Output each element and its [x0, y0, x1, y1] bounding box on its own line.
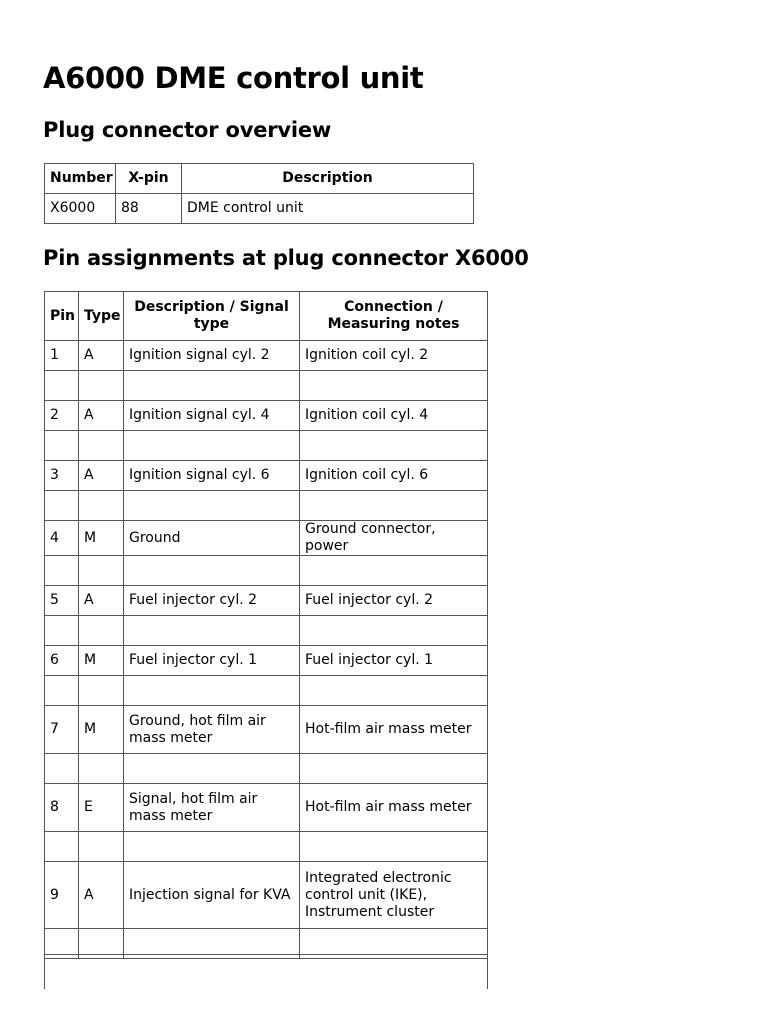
pin-assignments-heading: Pin assignments at plug connector X6000: [43, 246, 529, 270]
connection-notes-cell: Ground connector, power: [300, 521, 488, 556]
connection-notes-cell: Integrated electronic control unit (IKE), Instrument cluster: [300, 862, 488, 929]
signal-description-cell: Ground, hot film air mass meter: [124, 706, 300, 754]
table-row-spacer: [45, 832, 488, 862]
empty-cell: [79, 754, 124, 784]
table-row-spacer: [45, 431, 488, 461]
empty-cell: [45, 676, 79, 706]
pin-number-cell: 8: [45, 784, 79, 832]
table-row: [45, 784, 488, 832]
signal-description-cell: Ignition signal cyl. 4: [124, 401, 300, 431]
empty-cell: [124, 371, 300, 401]
empty-cell: [79, 556, 124, 586]
pin-number-cell: 4: [45, 521, 79, 556]
pin-type-cell: M: [79, 646, 124, 676]
column-header-type: Type: [79, 292, 124, 341]
empty-cell: [124, 832, 300, 862]
pin-type-cell: A: [79, 341, 124, 371]
overview-heading: Plug connector overview: [43, 118, 332, 142]
table-row-spacer: [45, 616, 488, 646]
pin-type-cell: A: [79, 401, 124, 431]
empty-cell: [45, 431, 79, 461]
connection-notes-cell: Fuel injector cyl. 2: [300, 586, 488, 616]
connection-notes-cell: Fuel injector cyl. 1: [300, 646, 488, 676]
pin-type-cell: M: [79, 706, 124, 754]
table-row: [45, 194, 474, 224]
description-cell: DME control unit: [182, 194, 474, 224]
connection-notes-cell: Ignition coil cyl. 6: [300, 461, 488, 491]
column-header-number: Number: [45, 164, 116, 194]
table-row-spacer: [45, 676, 488, 706]
empty-cell: [45, 832, 79, 862]
empty-cell: [300, 676, 488, 706]
signal-description-cell: Fuel injector cyl. 1: [124, 646, 300, 676]
signal-description-cell: Ignition signal cyl. 2: [124, 341, 300, 371]
empty-cell: [124, 556, 300, 586]
pin-number-cell: 1: [45, 341, 79, 371]
connection-notes-cell: Hot-film air mass meter: [300, 784, 488, 832]
table-row: [45, 461, 488, 491]
plug-connector-overview-table: [44, 163, 474, 224]
pin-type-cell: M: [79, 521, 124, 556]
empty-cell: [124, 676, 300, 706]
empty-cell: [124, 491, 300, 521]
table-row-spacer: [45, 556, 488, 586]
empty-cell: [45, 491, 79, 521]
empty-cell: [124, 616, 300, 646]
pin-number-cell: 2: [45, 401, 79, 431]
empty-cell: [124, 431, 300, 461]
table-row: [45, 586, 488, 616]
signal-description-cell: Fuel injector cyl. 2: [124, 586, 300, 616]
signal-description-cell: Ignition signal cyl. 6: [124, 461, 300, 491]
connection-notes-cell: Ignition coil cyl. 4: [300, 401, 488, 431]
table-row: [45, 862, 488, 929]
empty-cell: [79, 371, 124, 401]
empty-cell: [79, 832, 124, 862]
table-continuation: [44, 954, 488, 989]
signal-description-cell: Injection signal for KVA: [124, 862, 300, 929]
table-row-spacer: [45, 491, 488, 521]
table-row-spacer: [45, 371, 488, 401]
table-row-spacer: [45, 754, 488, 784]
empty-cell: [300, 556, 488, 586]
empty-cell: [300, 491, 488, 521]
pin-number-cell: 7: [45, 706, 79, 754]
column-header-pin: Pin: [45, 292, 79, 341]
empty-cell: [45, 556, 79, 586]
empty-cell: [79, 491, 124, 521]
empty-cell: [79, 676, 124, 706]
table-row: [45, 401, 488, 431]
page-title: A6000 DME control unit: [43, 61, 424, 95]
table-row: [45, 706, 488, 754]
empty-cell: [45, 754, 79, 784]
pin-type-cell: A: [79, 862, 124, 929]
empty-cell: [124, 754, 300, 784]
pin-assignments-table: [44, 291, 488, 959]
connection-notes-cell: Hot-film air mass meter: [300, 706, 488, 754]
pin-number-cell: 5: [45, 586, 79, 616]
column-header-description-signal-type: Description / Signal type: [124, 292, 300, 341]
signal-description-cell: Ground: [124, 521, 300, 556]
empty-cell: [300, 616, 488, 646]
connector-number-cell: X6000: [45, 194, 116, 224]
column-header-connection-measuring-notes: Connection / Measuring notes: [300, 292, 488, 341]
empty-cell: [300, 371, 488, 401]
column-header-description: Description: [182, 164, 474, 194]
empty-cell: [79, 616, 124, 646]
empty-cell: [79, 431, 124, 461]
xpin-cell: 88: [116, 194, 182, 224]
pin-number-cell: 6: [45, 646, 79, 676]
empty-cell: [300, 832, 488, 862]
table-row: [45, 646, 488, 676]
pin-number-cell: 3: [45, 461, 79, 491]
table-row: [45, 341, 488, 371]
table-header-row: [45, 292, 488, 341]
table-header-row: [45, 164, 474, 194]
pin-table-body: [45, 341, 488, 959]
signal-description-cell: Signal, hot film air mass meter: [124, 784, 300, 832]
pin-type-cell: A: [79, 461, 124, 491]
table-row: [45, 521, 488, 556]
connection-notes-cell: Ignition coil cyl. 2: [300, 341, 488, 371]
pin-number-cell: 9: [45, 862, 79, 929]
empty-cell: [45, 371, 79, 401]
empty-cell: [300, 754, 488, 784]
pin-type-cell: E: [79, 784, 124, 832]
empty-cell: [45, 616, 79, 646]
pin-type-cell: A: [79, 586, 124, 616]
column-header-xpin: X-pin: [116, 164, 182, 194]
empty-cell: [300, 431, 488, 461]
